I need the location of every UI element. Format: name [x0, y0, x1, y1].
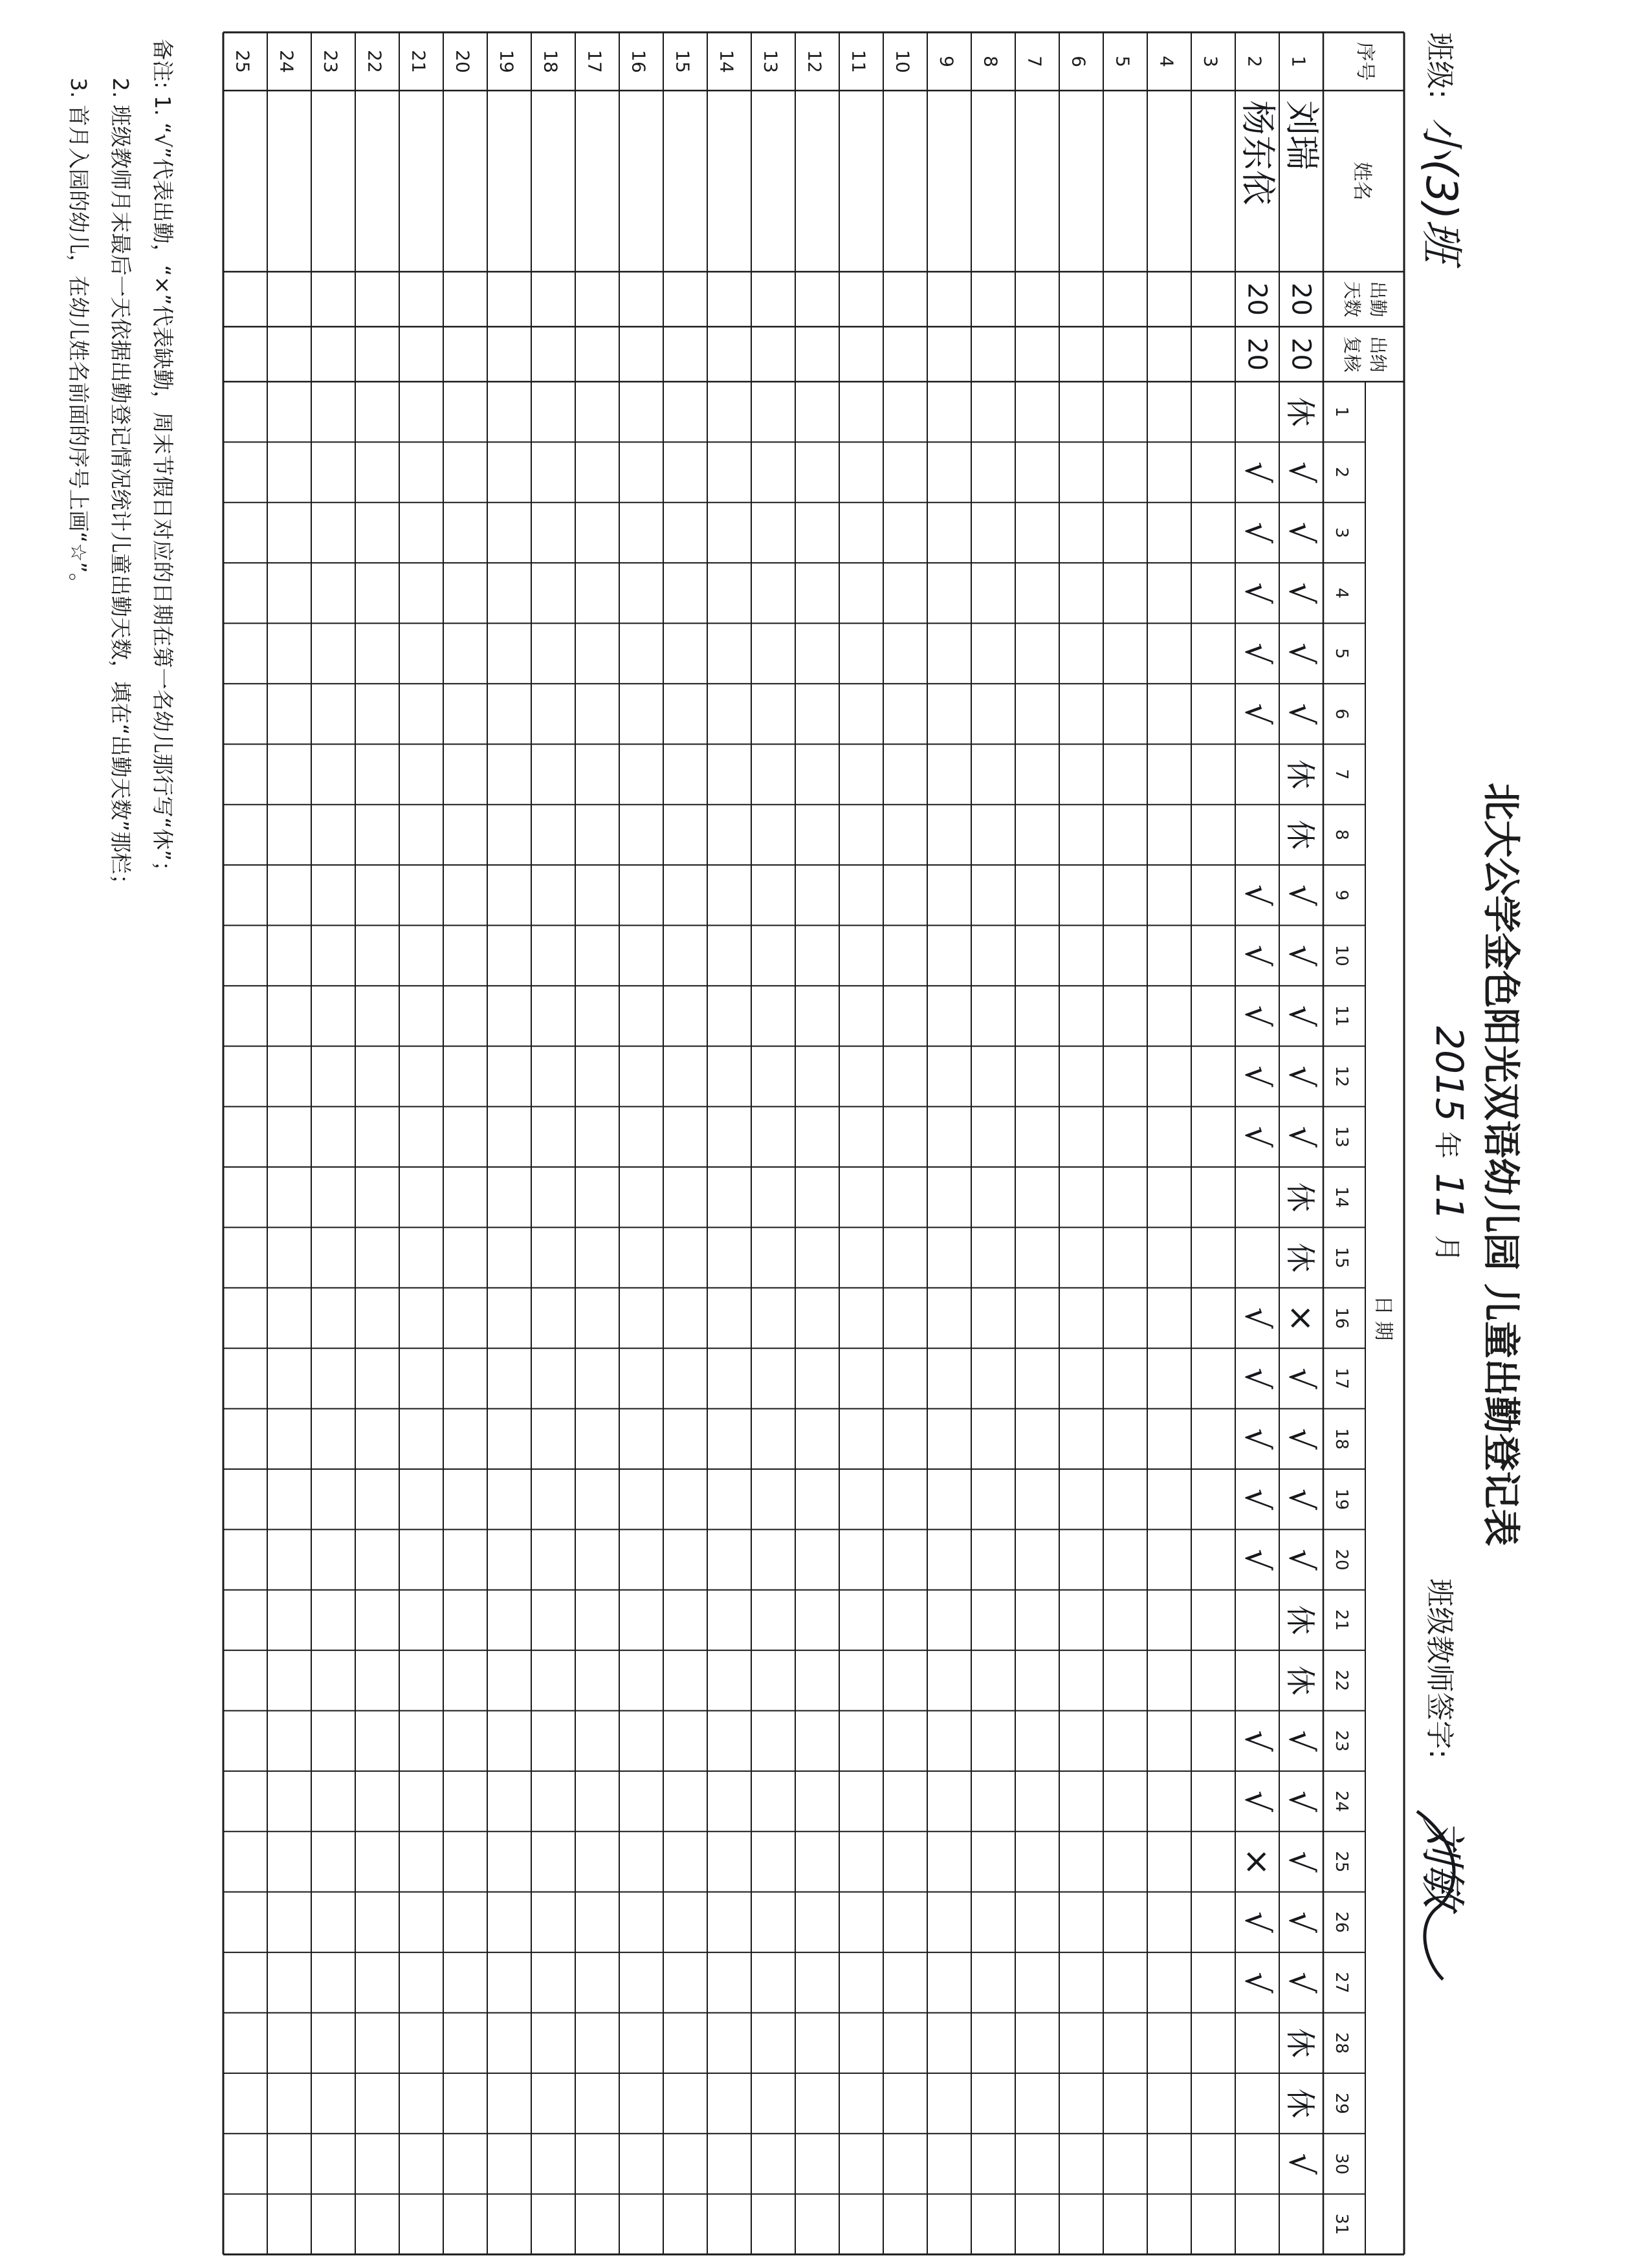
attendance-mark: 休	[1282, 2088, 1318, 2119]
row-seq: 22	[364, 50, 386, 73]
row-seq: 20	[452, 50, 474, 73]
row-seq: 10	[892, 50, 914, 73]
row-seq: 21	[408, 50, 430, 73]
attendance-mark: √	[1237, 1005, 1277, 1027]
table-cells	[232, 42, 1394, 2235]
attendance-mark: √	[1281, 1730, 1321, 1752]
row-seq: 23	[320, 50, 342, 73]
table-grid	[223, 32, 1404, 2254]
row-seq: 14	[716, 50, 738, 73]
row-seq: 5	[1112, 56, 1134, 67]
attendance-mark: √	[1281, 1428, 1321, 1450]
attendance-mark: √	[1237, 1307, 1277, 1329]
header-date: 日 期	[1372, 1295, 1394, 1341]
attendance-days: 20	[1286, 283, 1316, 316]
attendance-mark: √	[1281, 521, 1321, 544]
header-seq: 序号	[1354, 42, 1376, 81]
attendance-mark: √	[1237, 1065, 1277, 1087]
day-number: 26	[1332, 1911, 1351, 1933]
row-seq: 6	[1068, 56, 1090, 67]
attendance-mark: √	[1237, 1368, 1277, 1390]
child-name: 杨东依	[1237, 100, 1279, 205]
day-number: 20	[1332, 1549, 1351, 1571]
header-review: 复核	[1341, 336, 1363, 373]
header-days: 天数	[1341, 281, 1363, 318]
notes-block	[66, 39, 175, 895]
review-days: 20	[1242, 338, 1272, 371]
attendance-mark: √	[1281, 2153, 1321, 2175]
header-days: 出勤	[1367, 281, 1389, 318]
day-number: 30	[1332, 2153, 1351, 2175]
attendance-mark: √	[1237, 944, 1277, 966]
attendance-mark: √	[1281, 642, 1321, 664]
row-seq: 24	[276, 50, 298, 73]
attendance-mark: √	[1281, 1005, 1321, 1027]
attendance-mark: 休	[1282, 1665, 1318, 1696]
child-name: 刘瑞	[1281, 100, 1323, 170]
attendance-mark: √	[1237, 1549, 1277, 1571]
attendance-mark: 休	[1282, 2028, 1318, 2058]
attendance-mark: √	[1281, 1972, 1321, 1994]
attendance-mark: √	[1237, 1126, 1277, 1148]
day-number: 31	[1332, 2213, 1351, 2235]
row-seq: 18	[540, 50, 562, 73]
attendance-days: 20	[1242, 283, 1272, 316]
row-seq: 17	[584, 50, 606, 73]
attendance-mark: 休	[1282, 1243, 1318, 1273]
year-value: 2015	[1427, 1026, 1471, 1122]
header-review: 出纳	[1367, 336, 1389, 373]
attendance-mark: √	[1237, 1972, 1277, 1994]
attendance-mark: 休	[1282, 759, 1318, 790]
note-line-2: 2. 班级教师月末最后一天依据出勤登记情况统计儿童出勤天数，填在“出勤天数”那栏；	[108, 78, 133, 896]
class-value: 小(3)班	[1416, 116, 1466, 263]
day-number: 19	[1332, 1488, 1351, 1510]
attendance-mark: √	[1281, 461, 1321, 483]
day-number: 11	[1332, 1005, 1351, 1027]
day-number: 2	[1332, 466, 1351, 478]
attendance-mark: √	[1281, 1065, 1321, 1087]
row-seq: 19	[496, 50, 518, 73]
row-seq: 15	[672, 50, 694, 73]
attendance-mark: √	[1281, 1488, 1321, 1510]
day-number: 17	[1332, 1368, 1351, 1390]
day-number: 5	[1332, 648, 1351, 659]
row-seq: 25	[232, 50, 254, 73]
day-number: 3	[1332, 527, 1351, 538]
attendance-mark: √	[1281, 703, 1321, 725]
row-seq: 1	[1288, 56, 1310, 67]
attendance-mark: √	[1237, 461, 1277, 483]
row-seq: 3	[1200, 56, 1222, 67]
month-value: 11	[1427, 1173, 1471, 1221]
attendance-mark: √	[1237, 1730, 1277, 1752]
attendance-mark: √	[1281, 1126, 1321, 1148]
note-line-3: 3. 首月入园的幼儿，在幼儿姓名前面的序号上画“☆”。	[66, 78, 91, 594]
row-seq: 7	[1024, 56, 1046, 67]
review-days: 20	[1286, 338, 1316, 371]
day-number: 23	[1332, 1730, 1351, 1752]
attendance-mark: √	[1237, 1911, 1277, 1933]
attendance-mark: 休	[1282, 397, 1318, 427]
day-number: 10	[1332, 944, 1351, 966]
attendance-mark: ×	[1281, 1303, 1321, 1333]
attendance-mark: √	[1237, 884, 1277, 906]
row-seq: 13	[760, 50, 782, 73]
teacher-signature: 刘敏	[1416, 1818, 1469, 1908]
day-number: 4	[1332, 587, 1351, 599]
header-name: 姓名	[1350, 162, 1373, 201]
day-number: 24	[1332, 1791, 1351, 1813]
year-label: 年	[1431, 1131, 1463, 1159]
attendance-mark: √	[1237, 582, 1277, 604]
attendance-mark: √	[1281, 884, 1321, 906]
attendance-mark: √	[1281, 1791, 1321, 1813]
row-seq: 8	[980, 56, 1002, 67]
attendance-mark: 休	[1282, 1605, 1318, 1635]
attendance-mark: 休	[1282, 1182, 1318, 1212]
teacher-signature-label: 班级教师签字:	[1423, 1578, 1456, 1759]
attendance-mark: √	[1237, 642, 1277, 664]
note-line-1: 备注: 1. “√”代表出勤，“×”代表缺勤，周末节假日对应的日期在第一名幼儿那行写“休”；	[150, 39, 175, 882]
attendance-mark: 休	[1282, 820, 1318, 850]
attendance-mark: √	[1237, 1488, 1277, 1510]
attendance-mark: √	[1281, 1851, 1321, 1873]
attendance-sheet	[66, 32, 1523, 2254]
row-seq: 16	[628, 50, 650, 73]
day-number: 14	[1332, 1186, 1351, 1208]
attendance-mark: √	[1281, 1368, 1321, 1390]
day-number: 13	[1332, 1126, 1351, 1148]
day-number: 29	[1332, 2092, 1351, 2115]
row-seq: 4	[1156, 56, 1178, 67]
row-seq: 9	[936, 56, 958, 67]
day-number: 9	[1332, 889, 1351, 901]
day-number: 12	[1332, 1065, 1351, 1087]
day-number: 21	[1332, 1609, 1351, 1631]
class-label: 班级:	[1423, 32, 1456, 99]
attendance-mark: √	[1281, 582, 1321, 604]
row-seq: 2	[1244, 56, 1266, 67]
day-number: 1	[1332, 406, 1351, 417]
row-seq: 12	[804, 50, 826, 73]
day-number: 16	[1332, 1307, 1351, 1329]
day-number: 22	[1332, 1670, 1351, 1692]
attendance-mark: √	[1281, 1911, 1321, 1933]
attendance-mark: ×	[1237, 1848, 1277, 1876]
day-number: 8	[1332, 829, 1351, 840]
attendance-mark: √	[1237, 521, 1277, 544]
attendance-mark: √	[1237, 703, 1277, 725]
attendance-mark: √	[1237, 1428, 1277, 1450]
attendance-mark: √	[1281, 1549, 1321, 1571]
day-number: 25	[1332, 1851, 1351, 1873]
day-number: 18	[1332, 1428, 1351, 1450]
row-seq: 11	[848, 50, 870, 73]
attendance-mark: √	[1237, 1791, 1277, 1813]
day-number: 15	[1332, 1247, 1351, 1269]
day-number: 27	[1332, 1972, 1351, 1994]
day-number: 7	[1332, 769, 1351, 780]
day-number: 6	[1332, 708, 1351, 719]
sheet-title: 北大公学金色阳光双语幼儿园 儿童出勤登记表	[1479, 782, 1523, 1547]
month-label: 月	[1431, 1234, 1463, 1263]
attendance-mark: √	[1281, 944, 1321, 966]
day-number: 28	[1332, 2032, 1351, 2054]
